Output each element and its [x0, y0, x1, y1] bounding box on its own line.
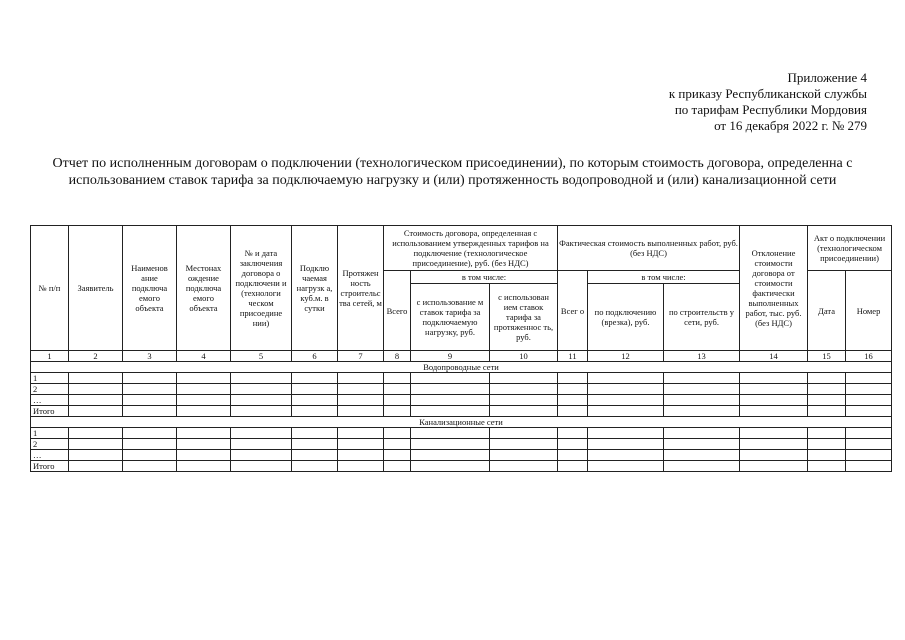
table-cell[interactable] — [411, 450, 490, 461]
section-row — [31, 362, 892, 373]
table-cell[interactable] — [411, 395, 490, 406]
column-number: 13 — [664, 351, 740, 362]
table-cell[interactable] — [846, 406, 892, 417]
column-number: 1 — [31, 351, 69, 362]
report-title: Отчет по исполненным договорам о подключении (технологическом присоединении), по которым стоимость договора, определенна с использованием ставок тарифа за подключаемую нагрузку и (или) протяженность водопроводной и (или) канализационной сети — [52, 156, 853, 188]
row-label: 1 — [31, 373, 69, 384]
appendix-line-1: Приложение 4 — [787, 70, 867, 85]
header-length: Протяжен ность строительс тва сетей, м — [338, 226, 384, 351]
table-cell[interactable] — [231, 406, 292, 417]
table-cell[interactable] — [588, 428, 664, 439]
table-row — [31, 461, 892, 472]
column-number: 2 — [69, 351, 123, 362]
table-row — [31, 373, 892, 384]
table-cell[interactable] — [123, 461, 177, 472]
table-cell[interactable] — [558, 461, 588, 472]
table-cell[interactable] — [123, 439, 177, 450]
header-cost-total: Всего — [384, 271, 411, 351]
table-cell[interactable] — [808, 395, 846, 406]
table-cell[interactable] — [808, 461, 846, 472]
table-cell[interactable] — [664, 461, 740, 472]
table-cell[interactable] — [740, 461, 808, 472]
table-cell[interactable] — [177, 406, 231, 417]
table-cell[interactable] — [558, 406, 588, 417]
table-cell[interactable] — [231, 395, 292, 406]
table-cell[interactable] — [740, 395, 808, 406]
table-cell[interactable] — [558, 395, 588, 406]
table-cell[interactable] — [490, 384, 558, 395]
table-cell[interactable] — [490, 439, 558, 450]
table-cell[interactable] — [490, 450, 558, 461]
row-label: 2 — [31, 439, 69, 450]
appendix-header — [669, 70, 867, 134]
table-cell[interactable] — [292, 384, 338, 395]
table-cell[interactable] — [490, 395, 558, 406]
table-cell[interactable] — [384, 384, 411, 395]
table-cell[interactable] — [808, 428, 846, 439]
table-cell[interactable] — [808, 439, 846, 450]
table-cell[interactable] — [411, 373, 490, 384]
table-cell[interactable] — [292, 406, 338, 417]
column-number: 6 — [292, 351, 338, 362]
table-cell[interactable] — [231, 373, 292, 384]
column-number: 10 — [490, 351, 558, 362]
header-cost-by-length: с использован ием ставок тарифа за протяженнос ть, руб. — [490, 284, 558, 351]
table-cell[interactable] — [338, 373, 384, 384]
table-cell[interactable] — [664, 373, 740, 384]
header-cost-including: в том числе: — [411, 271, 558, 284]
table-row — [31, 439, 892, 450]
section-title: Канализационные сети — [31, 417, 892, 428]
table-cell[interactable] — [846, 373, 892, 384]
table-cell[interactable] — [846, 395, 892, 406]
table-cell[interactable] — [740, 406, 808, 417]
report-table — [30, 225, 892, 472]
table-cell[interactable] — [411, 439, 490, 450]
table-cell[interactable] — [177, 439, 231, 450]
column-number: 11 — [558, 351, 588, 362]
table-body — [31, 362, 892, 472]
header-actual-total: Всег о — [558, 271, 588, 351]
table-cell[interactable] — [69, 384, 123, 395]
table-cell[interactable] — [338, 450, 384, 461]
table-cell[interactable] — [808, 406, 846, 417]
table-cell[interactable] — [664, 428, 740, 439]
table-cell[interactable] — [664, 384, 740, 395]
table-cell[interactable] — [740, 450, 808, 461]
table-cell[interactable] — [384, 461, 411, 472]
table-cell[interactable] — [740, 384, 808, 395]
table-cell[interactable] — [123, 384, 177, 395]
table-row — [31, 384, 892, 395]
table-row — [31, 450, 892, 461]
column-number: 16 — [846, 351, 892, 362]
header-act-date: Дата — [808, 271, 846, 351]
table-cell[interactable] — [846, 384, 892, 395]
header-num: № п/п — [31, 226, 69, 351]
table-cell[interactable] — [846, 428, 892, 439]
table-cell[interactable] — [69, 428, 123, 439]
table-cell[interactable] — [384, 406, 411, 417]
table-cell[interactable] — [558, 439, 588, 450]
table-cell[interactable] — [558, 384, 588, 395]
table-cell[interactable] — [588, 406, 664, 417]
header-applicant: Заявитель — [69, 226, 123, 351]
table-cell[interactable] — [490, 406, 558, 417]
row-label: Итого — [31, 461, 69, 472]
header-object-location: Местонах ождение подключа емого объекта — [177, 226, 231, 351]
table-cell[interactable] — [558, 428, 588, 439]
table-cell[interactable] — [231, 450, 292, 461]
column-number: 3 — [123, 351, 177, 362]
table-cell[interactable] — [338, 428, 384, 439]
table-cell[interactable] — [69, 461, 123, 472]
table-cell[interactable] — [558, 450, 588, 461]
table-cell[interactable] — [123, 406, 177, 417]
table-cell[interactable] — [177, 384, 231, 395]
table-cell[interactable] — [338, 439, 384, 450]
table-cell[interactable] — [490, 428, 558, 439]
table-cell[interactable] — [384, 450, 411, 461]
table-cell[interactable] — [846, 439, 892, 450]
table-cell[interactable] — [123, 395, 177, 406]
table-cell[interactable] — [740, 373, 808, 384]
table-cell[interactable] — [292, 461, 338, 472]
table-cell[interactable] — [231, 461, 292, 472]
table-cell[interactable] — [69, 406, 123, 417]
table-cell[interactable] — [338, 461, 384, 472]
row-label: … — [31, 450, 69, 461]
column-number: 9 — [411, 351, 490, 362]
table-cell[interactable] — [384, 373, 411, 384]
header-actual-group: Фактическая стоимость выполненных работ, руб. (без НДС) — [558, 226, 740, 271]
table-cell[interactable] — [411, 406, 490, 417]
table-cell[interactable] — [411, 461, 490, 472]
table-cell[interactable] — [177, 461, 231, 472]
table-cell[interactable] — [588, 395, 664, 406]
table-row — [31, 395, 892, 406]
table-cell[interactable] — [177, 395, 231, 406]
header-contract: № и дата заключения договора о подключени и (технологи ческом присоедине нии) — [231, 226, 292, 351]
header-deviation: Отклонение стоимости договора от стоимости фактически выполненных работ, тыс. руб. (без НДС) — [740, 226, 808, 351]
section-title: Водопроводные сети — [31, 362, 892, 373]
table-cell[interactable] — [808, 384, 846, 395]
table-cell[interactable] — [588, 450, 664, 461]
table-cell[interactable] — [123, 428, 177, 439]
table-cell[interactable] — [384, 439, 411, 450]
table-cell[interactable] — [808, 373, 846, 384]
header-actual-connection: по подключению (врезка), руб. — [588, 284, 664, 351]
section-row — [31, 417, 892, 428]
table-cell[interactable] — [588, 384, 664, 395]
table-cell[interactable] — [292, 395, 338, 406]
column-number: 4 — [177, 351, 231, 362]
table-cell[interactable] — [411, 384, 490, 395]
table-cell[interactable] — [558, 373, 588, 384]
table-cell[interactable] — [338, 406, 384, 417]
table-cell[interactable] — [664, 395, 740, 406]
table-cell[interactable] — [664, 450, 740, 461]
table-cell[interactable] — [69, 395, 123, 406]
row-label: … — [31, 395, 69, 406]
header-object-name: Наименов ание подключа емого объекта — [123, 226, 177, 351]
column-number: 15 — [808, 351, 846, 362]
table-cell[interactable] — [292, 373, 338, 384]
table-cell[interactable] — [123, 373, 177, 384]
table-cell[interactable] — [588, 439, 664, 450]
table-cell[interactable] — [740, 428, 808, 439]
header-cost-group: Стоимость договора, определенная с использованием утвержденных тарифов на подключение (технологическое присоединение), руб. (без НДС) — [384, 226, 558, 271]
table-cell[interactable] — [808, 450, 846, 461]
table-cell[interactable] — [231, 428, 292, 439]
header-act-group: Акт о подключении (технологическом присоединении) — [808, 226, 892, 271]
table-cell[interactable] — [664, 439, 740, 450]
table-cell[interactable] — [384, 428, 411, 439]
table-cell[interactable] — [664, 406, 740, 417]
appendix-line-4: от 16 декабря 2022 г. № 279 — [714, 118, 867, 133]
table-cell[interactable] — [231, 439, 292, 450]
table-cell[interactable] — [177, 450, 231, 461]
table-cell[interactable] — [846, 450, 892, 461]
table-cell[interactable] — [338, 384, 384, 395]
header-cost-by-load: с использование м ставок тарифа за подключаемую нагрузку, руб. — [411, 284, 490, 351]
appendix-line-3: по тарифам Республики Мордовия — [674, 102, 867, 117]
header-load: Подклю чаемая нагрузк а, куб.м. в сутки — [292, 226, 338, 351]
table-cell[interactable] — [292, 439, 338, 450]
header-actual-including: в том числе: — [588, 271, 740, 284]
table-cell[interactable] — [177, 428, 231, 439]
row-label: 1 — [31, 428, 69, 439]
table-cell[interactable] — [588, 373, 664, 384]
table-cell[interactable] — [411, 428, 490, 439]
table-cell[interactable] — [177, 373, 231, 384]
table-cell[interactable] — [69, 373, 123, 384]
table-cell[interactable] — [490, 373, 558, 384]
table-cell[interactable] — [123, 450, 177, 461]
table-cell[interactable] — [292, 428, 338, 439]
header-act-number: Номер — [846, 271, 892, 351]
table-cell[interactable] — [338, 395, 384, 406]
table-cell[interactable] — [846, 461, 892, 472]
table-cell[interactable] — [292, 450, 338, 461]
column-number: 14 — [740, 351, 808, 362]
table-row — [31, 406, 892, 417]
table-cell[interactable] — [69, 450, 123, 461]
row-label: 2 — [31, 384, 69, 395]
table-cell[interactable] — [231, 384, 292, 395]
table-cell[interactable] — [69, 439, 123, 450]
column-number: 5 — [231, 351, 292, 362]
table-cell[interactable] — [384, 395, 411, 406]
header-actual-construction: по строительств у сети, руб. — [664, 284, 740, 351]
column-number: 12 — [588, 351, 664, 362]
column-number: 7 — [338, 351, 384, 362]
table-cell[interactable] — [740, 439, 808, 450]
table-cell[interactable] — [588, 461, 664, 472]
column-number: 8 — [384, 351, 411, 362]
table-row — [31, 428, 892, 439]
row-label: Итого — [31, 406, 69, 417]
appendix-line-2: к приказу Республиканской службы — [668, 86, 867, 101]
table-cell[interactable] — [490, 461, 558, 472]
